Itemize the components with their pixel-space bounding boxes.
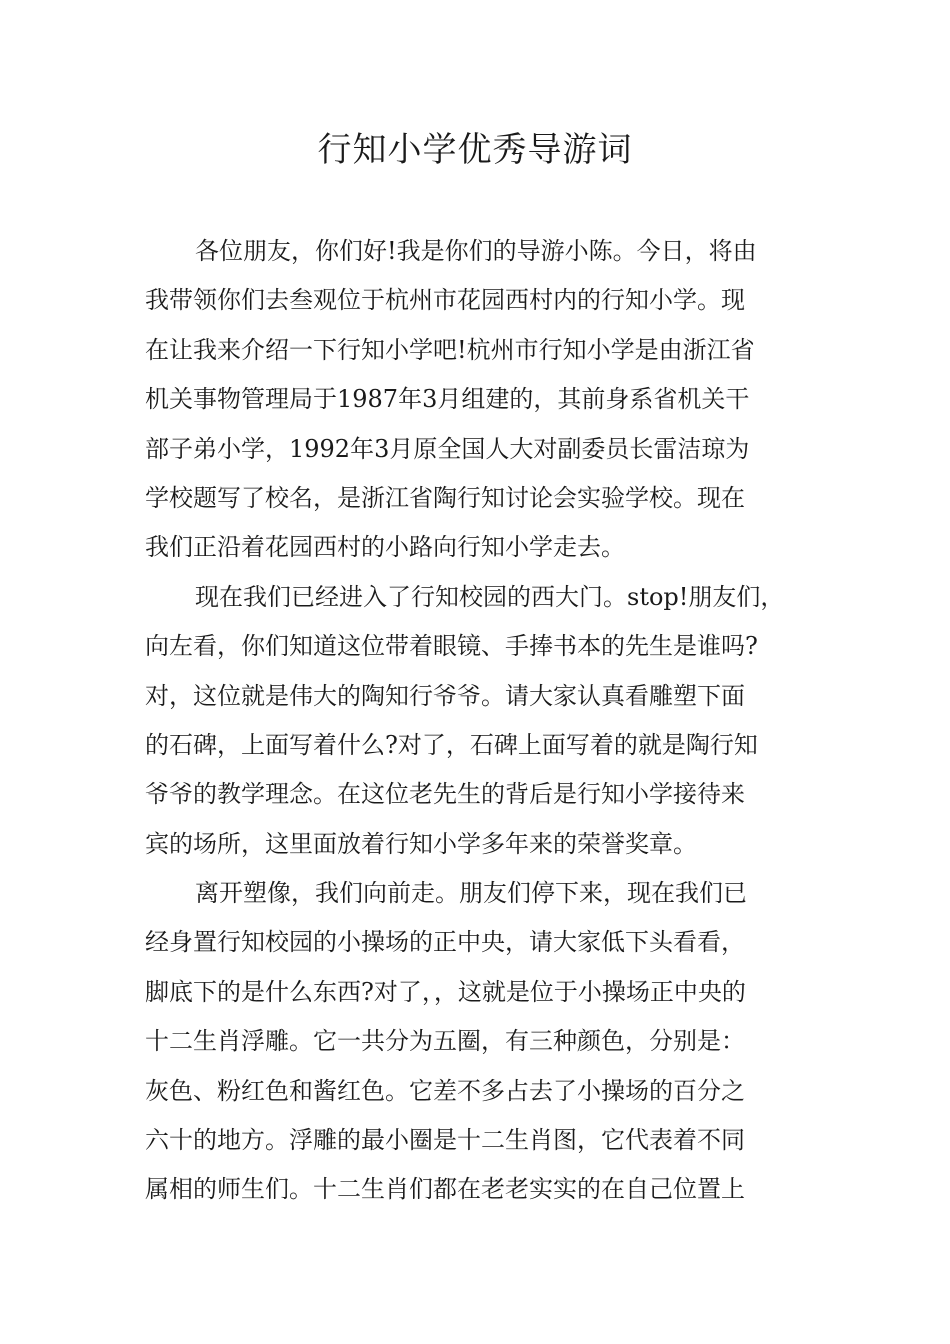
text-line: 十二生肖浮雕。它一共分为五圈，有三种颜色，分别是：: [145, 1027, 745, 1056]
text-line: 我带领你们去叁观位于杭州市花园西村内的行知小学。现: [145, 286, 745, 315]
text-line: 经身置行知校园的小操场的正中央，请大家低下头看看，: [145, 928, 745, 957]
paragraph-1: [145, 227, 830, 573]
text-line: 部子弟小学，1992年3月原全国人大对副委员长雷洁琼为: [145, 434, 750, 463]
text-line: 的石碑，上面写着什么?对了，石碑上面写着的就是陶行知: [145, 730, 758, 759]
text-line: 各位朋友，你们好!我是你们的导游小陈。今日，将由: [195, 237, 757, 265]
text-line: 机关事物管理局于1987年3月组建的，其前身系省机关干: [145, 385, 750, 414]
paragraph-3: [145, 869, 830, 1215]
text-line: 灰色、粉红色和酱红色。它差不多占去了小操场的百分之: [145, 1076, 745, 1105]
text-line: 学校题写了校名，是浙江省陶行知讨论会实验学校。现在: [145, 483, 745, 512]
document-title: 行知小学优秀导游词: [317, 130, 633, 170]
text-line: 对，这位就是伟大的陶知行爷爷。请大家认真看雕塑下面: [145, 681, 745, 710]
text-line: 爷爷的教学理念。在这位老先生的背后是行知小学接待来: [145, 780, 745, 809]
text-line: 宾的场所，这里面放着行知小学多年来的荣誉奖章。: [145, 829, 697, 858]
document-body: [145, 227, 830, 1215]
text-line: 属相的师生们。十二生肖们都在老老实实的在自己位置上: [145, 1175, 745, 1204]
paragraph-2: [145, 573, 830, 869]
text-line: 向左看，你们知道这位带着眼镜、手捧书本的先生是谁吗?: [145, 632, 758, 661]
text-line: 现在我们已经进入了行知校园的西大门。stop!朋友们，: [195, 582, 785, 611]
text-line: 离开塑像，我们向前走。朋友们停下来，现在我们已: [195, 879, 747, 908]
text-line: 六十的地方。浮雕的最小圈是十二生肖图，它代表着不同: [145, 1126, 745, 1155]
text-line: 脚底下的是什么东西?对了，，这就是位于小操场正中央的: [145, 977, 746, 1006]
text-line: 我们正沿着花园西村的小路向行知小学走去。: [145, 533, 625, 562]
text-line: 在让我来介绍一下行知小学吧!杭州市行知小学是由浙江省: [145, 335, 755, 364]
